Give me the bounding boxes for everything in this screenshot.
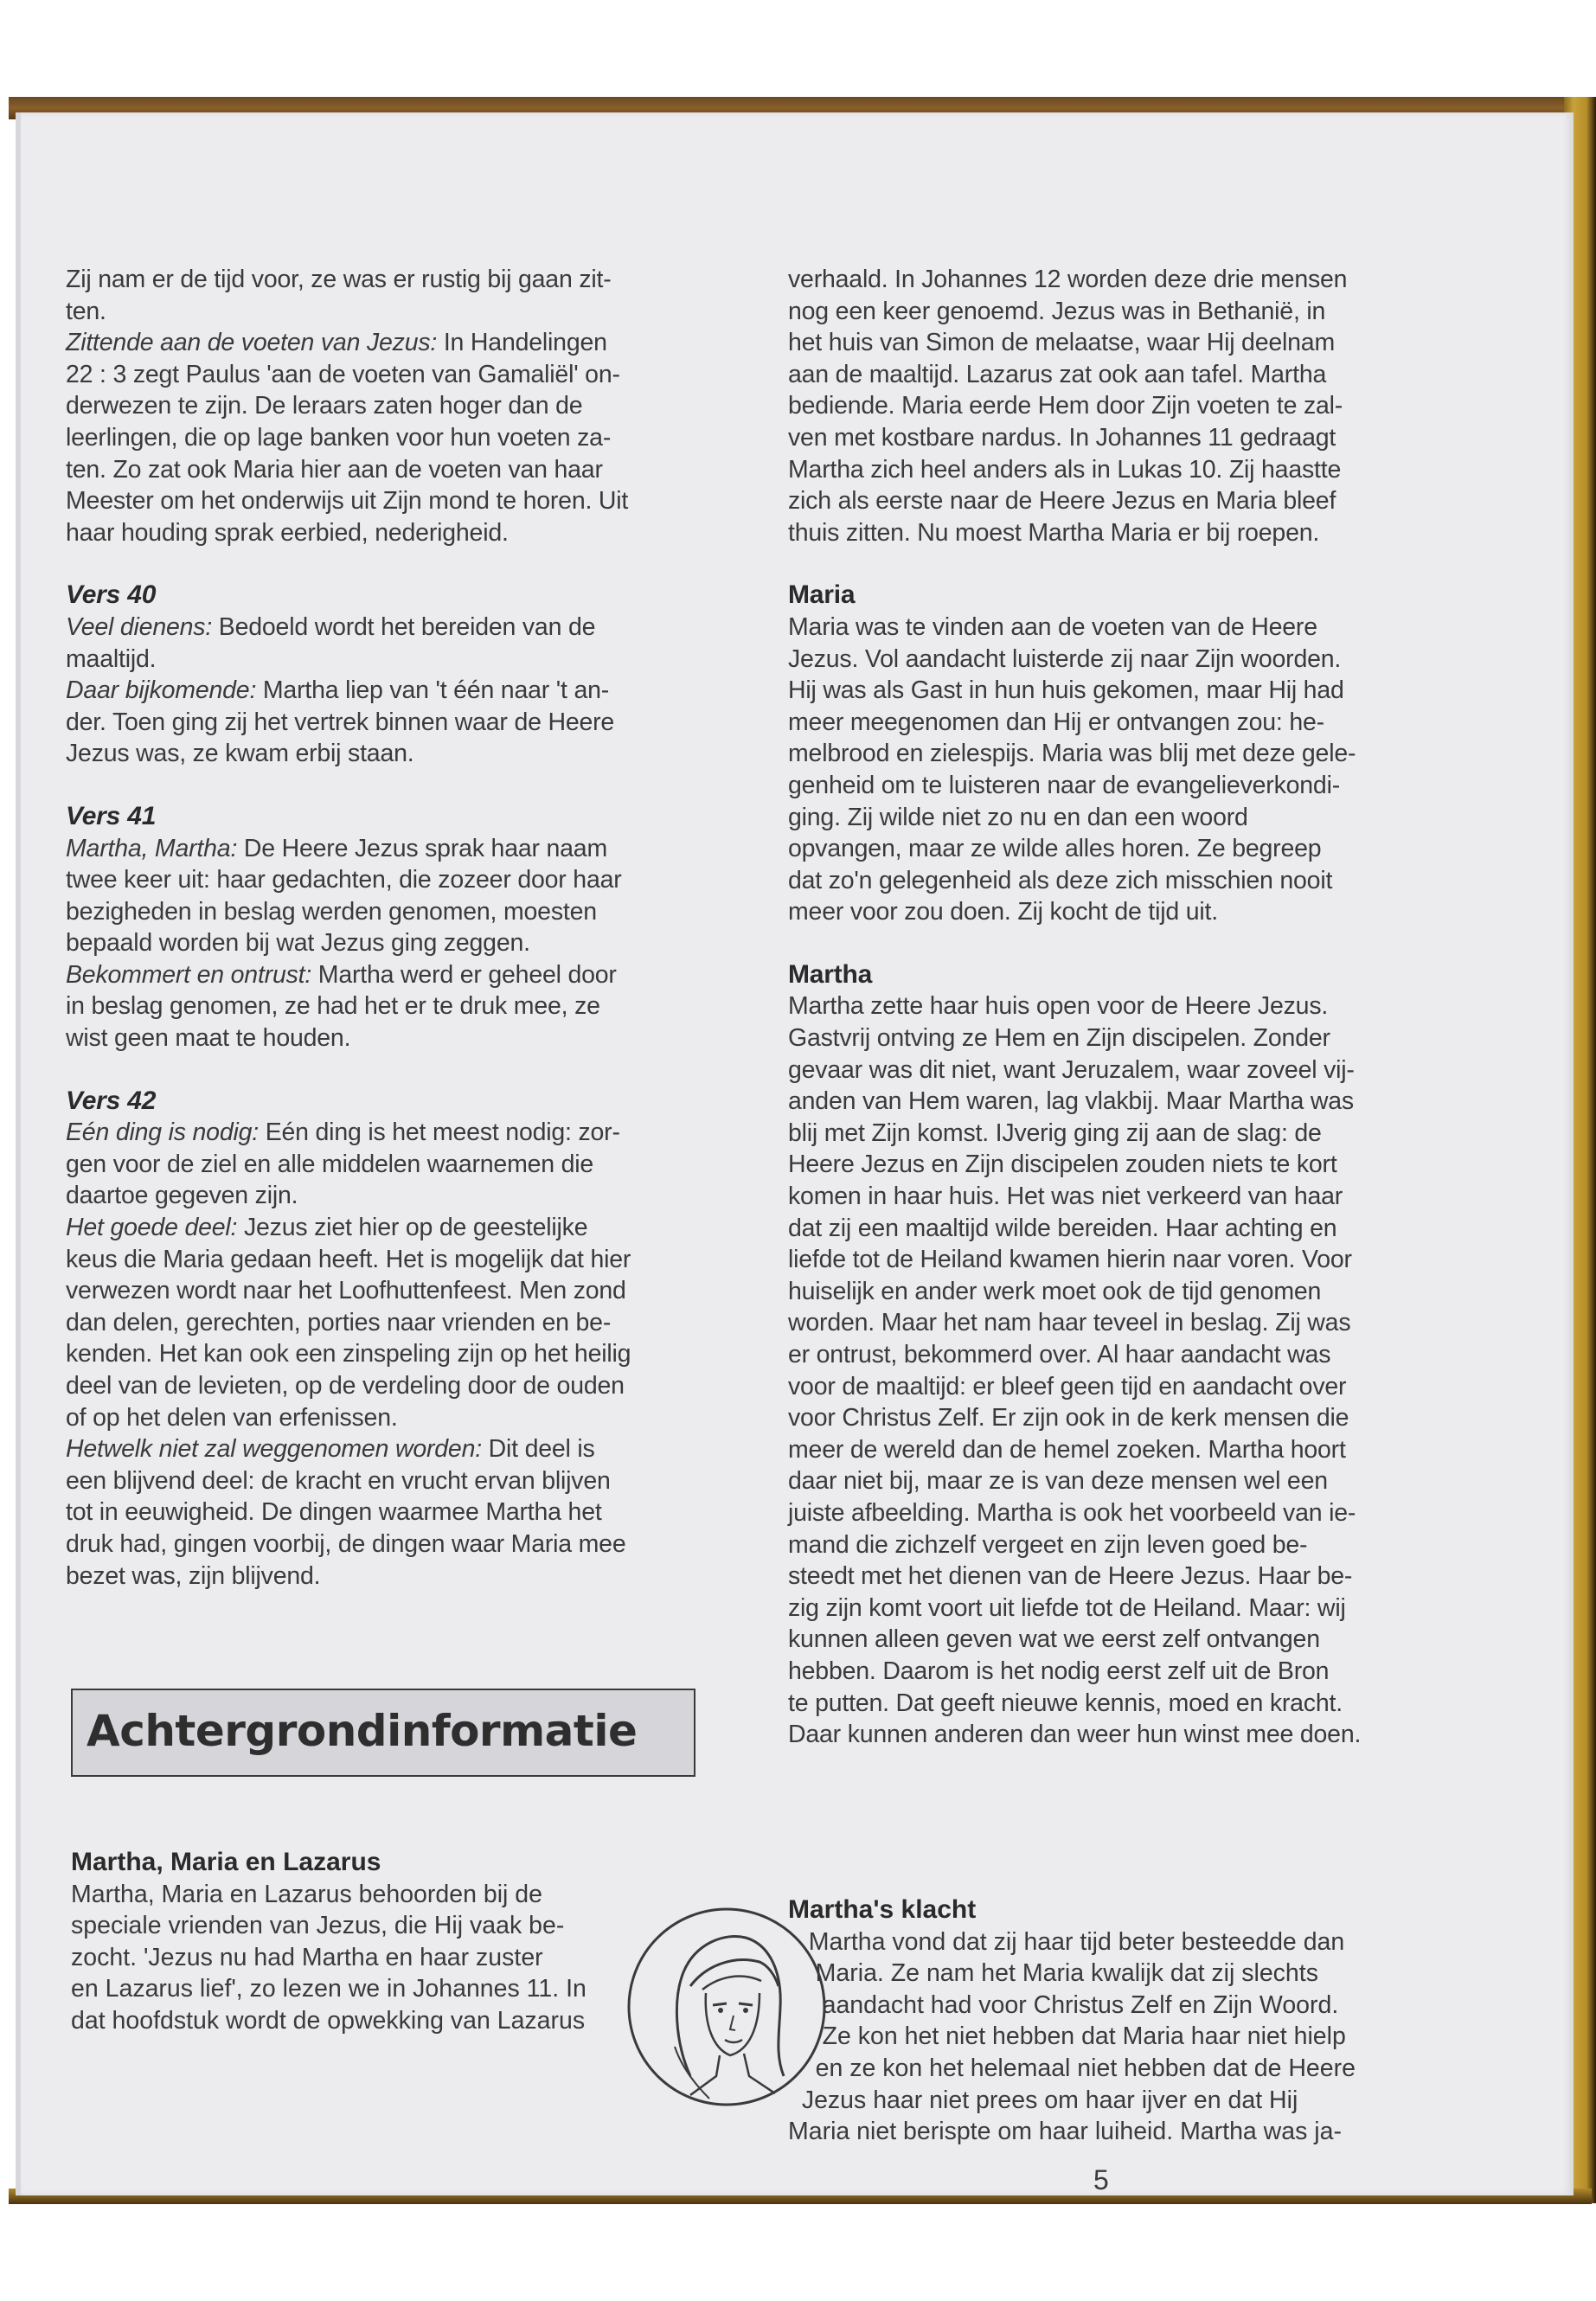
paragraph-text: Martha zette haar huis open voor de Heere Jezus. Gastvrij ontving ze Hem en Zijn discipelen. Zonder gevaar was dit niet, want Jeruzalem, waar zoveel vij- anden van Hem waren, lag vlakbij. Maar Martha was blij met Zijn komst. IJverig ging zij aan de slag: de Heere Jezus en Zijn discipelen zouden niets te kort komen in haar huis. Het was niet verkeerd van haar dat zij een maaltijd wilde bereiden. Haar achting en liefde tot de Heiland kwamen hierin naar voren. Voor huiselijk en ander werk moet ook de tijd genomen worden. Maar het nam haar teveel in beslag. Zij was er ontrust, bekommerd over. Al haar aandacht was voor de maaltijd: er bleef geen tijd en aandacht over voor Christus Zelf. Er zijn ook in de kerk mensen die meer de wereld dan de hemel zoeken. Martha hoort daar niet bij, maar ze is van deze mensen wel een juiste afbeelding. Martha is ook het voorbeeld van ie- mand die zichzelf vergeet en zijn leven goed be- steedt met het dienen van de Heere Jezus. Haar be- zig zijn komt voort uit liefde tot de Heiland. Maar: wij kunnen alleen geven wat we eerst zelf ontvangen hebben. Daarom is het nodig eerst zelf uit de Bron te putten. Dat geeft nieuwe kennis, moed en kracht. Daar kunnen anderen dan weer hun winst mee doen. [788,992,1362,1749]
section-gap [66,548,732,580]
section-heading: Vers 41 [66,801,157,830]
paragraph-text: verhaald. In Johannes 12 worden deze drie mensen nog een keer genoemd. Jezus was in Bethanië, in het huis van Simon de melaatse, waar Hij deelnam aan de maaltijd. Lazarus zat ook aan tafel. Martha bediende. Maria eerde Hem door Zijn voeten te zal- ven met kostbare nardus. In Johannes 11 gedraagt Martha zich heel anders als in Lukas 10. Zij haastte zich als eerste naar de Heere Jezus en Maria bleef thuis zitten. Nu moest Martha Maria er bij roepen. [788,266,1348,547]
paragraph [788,612,1523,928]
paragraph-text: Jezus ziet hier op de geestelijke keus die Maria gedaan heeft. Het is mogelijk dat hier verwezen wordt naar het Loofhuttenfeest. Men zond dan delen, gerechten, porties naar vrienden en be- kenden. Het kan ook een zinspeling zijn op het heilig deel van de levieten, op de verdeling door de ouden of op het delen van erfenissen. [66,1214,631,1432]
section-gap [788,928,1523,959]
text-line: en ze kon het helemaal niet hebben dat de Heere [788,2054,1356,2082]
text-line: aandacht had voor Christus Zelf en Zijn Woord. [788,1990,1339,2019]
lemma-phrase: Bekommert en ontrust: [66,960,312,989]
bottom-left-section [71,1847,659,2037]
lemma-phrase: Hetwelk niet zal weggenomen worden: [66,1435,482,1464]
paragraph-text: Maria was te vinden aan de voeten van de Heere Jezus. Vol aandacht luisterde zij naar Zijn woorden. Hij was als Gast in hun huis gekomen, maar Hij had meer meegenomen dan Hij er ontvangen zou: he- melbrood en zielespijs. Maria was blij met deze gele- genheid om te luisteren naar de evangelieverkondi- ging. Zij wilde niet zo nu en dan een woord opvangen, maar ze wilde alles horen. Ze begreep dat zo'n gelegenheid als deze zich misschien nooit meer voor zou doen. Zij kocht de tijd uit. [788,612,1356,926]
paragraph [66,264,732,548]
section-heading: Martha's klacht [788,1895,977,1924]
book-page [16,112,1574,2195]
paragraph-text: Zij nam er de tijd voor, ze was er rustig bij gaan zit- ten. [66,266,612,325]
text-line: Ze kon het niet hebben dat Maria haar niet hielp [788,2022,1346,2051]
page-number: 5 [1093,2164,1109,2195]
paragraph [66,1117,732,1592]
lemma-phrase: Eén ding is nodig: [66,1118,259,1147]
box-title: Achtergrondinformatie [87,1706,638,1756]
paragraph-text: Dit deel is een blijvend deel: de kracht en vrucht ervan blijven tot in eeuwigheid. De dingen waarmee Martha het druk had, gingen voorbij, de dingen waar Maria mee bezet was, zijn blijvend. [66,1435,626,1590]
lemma-phrase: Veel dienens: [66,612,213,641]
right-column [788,264,1523,1751]
text-line: Martha vond dat zij haar tijd beter besteedde dan [788,1927,1345,1956]
section-heading: Vers 42 [66,1086,157,1115]
background-info-box [71,1689,695,1777]
bottom-right-section [788,1894,1523,2148]
text-line: Jezus haar niet prees om haar ijver en dat Hij [788,2086,1298,2114]
section-text [788,1926,1523,2148]
paragraph-text: Bedoeld wordt het bereiden van de maaltijd. [66,612,596,673]
left-column [66,264,732,1592]
lemma-phrase: Martha, Martha: [66,834,238,862]
section-heading: Martha [788,959,873,989]
section-heading: Vers 40 [66,580,157,610]
lemma-phrase: Daar bijkomende: [66,676,257,705]
section-gap [788,548,1523,580]
section-text: Martha, Maria en Lazarus behoorden bij de speciale vrienden van Jezus, die Hij vaak be- zocht. 'Jezus nu had Martha en haar zuster en Lazarus lief', zo lezen we in Johannes 11. In dat hoofdstuk wordt de opwekking van Lazarus [71,1880,586,2035]
paragraph [788,990,1523,1750]
section-gap [66,1054,732,1086]
text-line: Maria. Ze nam het Maria kwalijk dat zij slechts [788,1959,1318,1988]
paragraph-text: De Heere Jezus sprak haar naam twee keer uit: haar gedachten, die zozeer door haar bezigheden in beslag werden genomen, moesten bepaald worden bij wat Jezus ging zeggen. [66,834,622,958]
paragraph [66,833,732,1054]
paragraph [66,612,732,770]
paragraph [788,264,1523,548]
text-line: Maria niet berispte om haar luiheid. Martha was ja- [788,2118,1342,2146]
paragraph-text: In Handelingen 22 : 3 zegt Paulus 'aan de voeten van Gamaliël' on- derwezen te zijn. De leraars zaten hoger dan de leerlingen, die op lage banken voor hun voeten za- ten. Zo zat ook Maria hier aan de voeten van haar Meester om het onderwijs uit Zijn mond te horen. Uit haar houding sprak eerbied, nederigheid. [66,329,629,547]
lemma-phrase: Het goede deel: [66,1214,238,1242]
paragraph-text: Martha werd er geheel door in beslag genomen, ze had het er te druk mee, ze wist geen maat te houden. [66,960,617,1053]
lemma-phrase: Zittende aan de voeten van Jezus: [66,329,438,357]
paragraph-text: Martha liep van 't één naar 't an- der. Toen ging zij het vertrek binnen waar de Heere Jezus was, ze kwam erbij staan. [66,676,615,768]
section-heading: Maria [788,580,856,610]
section-gap [66,770,732,801]
paragraph-text: Eén ding is het meest nodig: zor- gen voor de ziel en alle middelen waarnemen die daartoe gegeven zijn. [66,1118,620,1210]
section-heading: Martha, Maria en Lazarus [71,1848,381,1876]
